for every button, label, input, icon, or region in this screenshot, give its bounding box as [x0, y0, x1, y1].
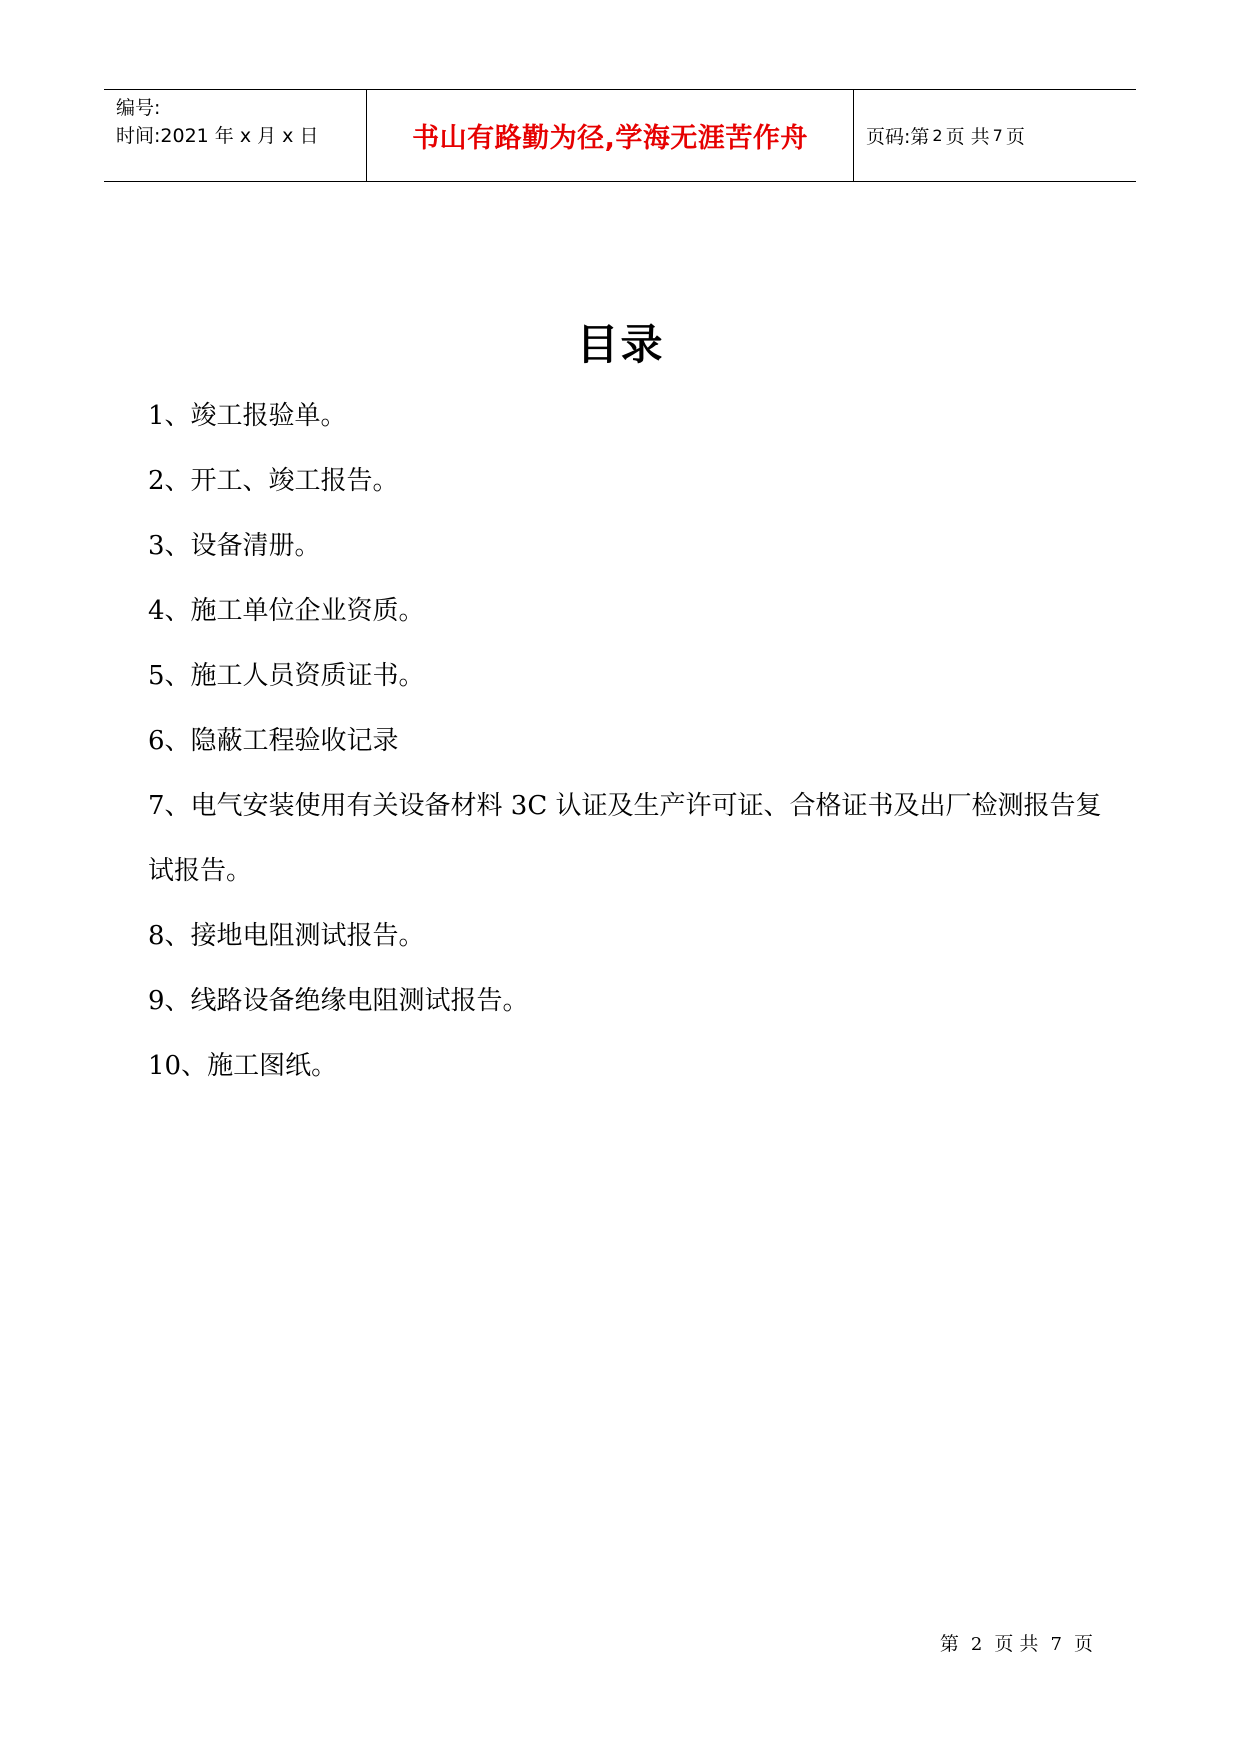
toc-item: 7、电气安装使用有关设备材料 3C 认证及生产许可证、合格证书及出厂检测报告复试报告。 — [148, 791, 1102, 886]
document-number-label: 编号: — [116, 97, 161, 119]
footer-total: 7 — [1050, 1634, 1062, 1655]
header-meta — [104, 90, 367, 181]
table-of-contents — [148, 384, 1108, 1099]
header-motto — [367, 90, 854, 181]
toc-item: 3、设备清册。 — [148, 531, 321, 561]
footer-middle: 页 共 — [994, 1633, 1039, 1655]
motto-text: 书山有路勤为径,学海无涯苦作舟 — [412, 123, 808, 154]
header-page-number — [854, 90, 1136, 181]
toc-item: 2、开工、竣工报告。 — [148, 466, 399, 496]
page-middle: 页 共 — [945, 126, 990, 148]
page-title: 目录 — [576, 320, 665, 369]
document-time-label: 时间:2021 年 x 月 x 日 — [116, 125, 319, 147]
page-total: 7 — [992, 126, 1003, 145]
page-prefix: 页码:第 — [866, 126, 930, 148]
page-current: 2 — [932, 126, 943, 145]
toc-item: 9、线路设备绝缘电阻测试报告。 — [148, 986, 529, 1016]
page-footer — [940, 1629, 1093, 1656]
page-header — [104, 89, 1136, 182]
toc-item: 1、竣工报验单。 — [148, 401, 347, 431]
toc-item: 10、施工图纸。 — [148, 1051, 338, 1081]
footer-prefix: 第 — [939, 1633, 959, 1655]
toc-item: 8、接地电阻测试报告。 — [148, 921, 425, 951]
toc-item: 5、施工人员资质证书。 — [148, 661, 425, 691]
page-suffix: 页 — [1005, 126, 1025, 148]
footer-current: 2 — [970, 1634, 983, 1655]
footer-suffix: 页 — [1073, 1633, 1093, 1655]
toc-item: 4、施工单位企业资质。 — [148, 596, 425, 626]
toc-item: 6、隐蔽工程验收记录 — [148, 726, 399, 756]
